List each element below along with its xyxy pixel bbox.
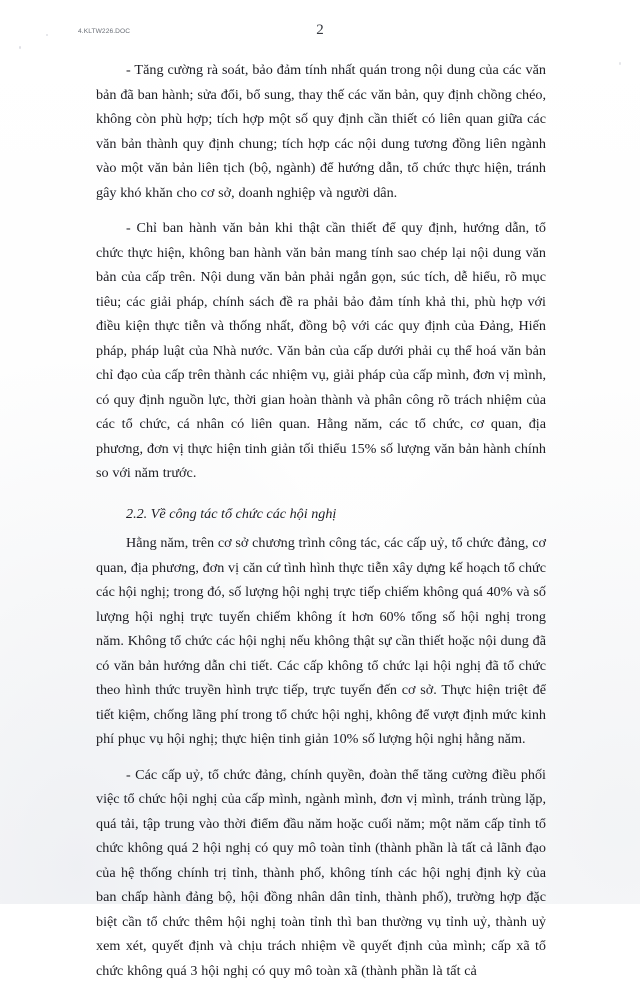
body-paragraph: Hằng năm, trên cơ sở chương trình công tác, các cấp uỷ, tổ chức đảng, cơ quan, địa phương, đơn vị căn cứ tình hình thực tiễn xây dựng kế hoạch tổ chức các hội nghị; trong đó, số lượng hội nghị trực tiếp chiếm không quá 40% và số lượng hội nghị trực tuyến chiếm không ít hơn 60% tổng số hội nghị trong năm. Không tổ chức các hội nghị nếu không thật sự cần thiết hoặc nội dung đã có văn bản hướng dẫn chi tiết. Các cấp không tổ chức lại hội nghị đã tổ chức theo hình thức truyền hình trực tiếp, trực tuyến đến cơ sở. Thực hiện triệt để tiết kiệm, chống lãng phí trong tổ chức hội nghị, không để vượt định mức kinh phí phục vụ hội nghị; thực hiện tinh giản 10% số lượng hội nghị hằng năm.: [96, 535, 547, 747]
paragraph-spacer: [96, 207, 546, 216]
body-paragraph: - Các cấp uỷ, tổ chức đảng, chính quyền, đoàn thể tăng cường điều phối việc tổ chức hội nghị của cấp mình, ngành mình, đơn vị mình, tránh trùng lặp, quá tải, tập trung vào thời điểm đầu năm hoặc cuối năm; một năm cấp tỉnh tổ chức không quá 2 hội nghị có quy mô toàn tỉnh (thành phần là tất cả lãnh đạo của hệ thống chính trị tỉnh, thành phố, không tính các hội nghị định kỳ của ban chấp hành đảng bộ, hội đồng nhân dân tỉnh, thành phố), trường hợp đặc biệt cần tổ chức thêm hội nghị toàn tỉnh thì ban thường vụ tỉnh uỷ, thành uỷ xem xét, quyết định và chịu trách nhiệm về quyết định của mình; cấp xã tổ chức không quá 3 hội nghị có quy mô toàn xã (thành phần là tất cả: [96, 766, 546, 979]
scan-speck: [619, 62, 621, 65]
section-heading-2-2: 2.2. Về công tác tổ chức các hội nghị: [126, 505, 337, 522]
paragraph-spacer: [96, 754, 546, 763]
scan-speck: [19, 46, 21, 49]
page-header: [0, 22, 640, 52]
document-body: [96, 58, 546, 985]
scan-speck: [46, 34, 48, 36]
page-number: 2: [316, 22, 324, 38]
body-paragraph: - Tăng cường rà soát, bảo đảm tính nhất quán trong nội dung của các văn bản đã ban hành; sửa đổi, bổ sung, thay thế các văn bản, quy định chồng chéo, không còn phù hợp; tích hợp một số quy định cần thiết có liên quan giữa các văn bản thành quy định chung; tích hợp các nội dung tương đồng liên ngành vào một văn bản liên tịch (bộ, ngành) để hướng dẫn, tổ chức thực hiện, tránh gây khó khăn cho cơ sở, doanh nghiệp và người dân.: [96, 62, 546, 201]
body-paragraph: - Chỉ ban hành văn bản khi thật cần thiết để quy định, hướng dẫn, tổ chức thực hiện, không ban hành văn bản mang tính sao chép lại nội dung văn bản của cấp trên. Nội dung văn bản phải ngắn gọn, súc tích, dễ hiểu, rõ mục tiêu; các giải pháp, chính sách đề ra phải bảo đảm tính khả thi, phù hợp với điều kiện thực tiễn và thống nhất, đồng bộ với các quy định của Đảng, Hiến pháp, pháp luật của Nhà nước. Văn bản của cấp dưới phải cụ thể hoá văn bản chỉ đạo của cấp trên thành các nhiệm vụ, giải pháp của cấp mình, đơn vị mình, có quy định nguồn lực, thời gian hoàn thành và phân công rõ trách nhiệm của các tổ chức, cá nhân có liên quan. Hằng năm, các tổ chức, cơ quan, địa phương, đơn vị thực hiện tinh giản tối thiểu 15% số lượng văn bản hành chính so với năm trước.: [96, 220, 546, 481]
document-id-label: 4.KLTW226.DOC: [78, 28, 131, 35]
